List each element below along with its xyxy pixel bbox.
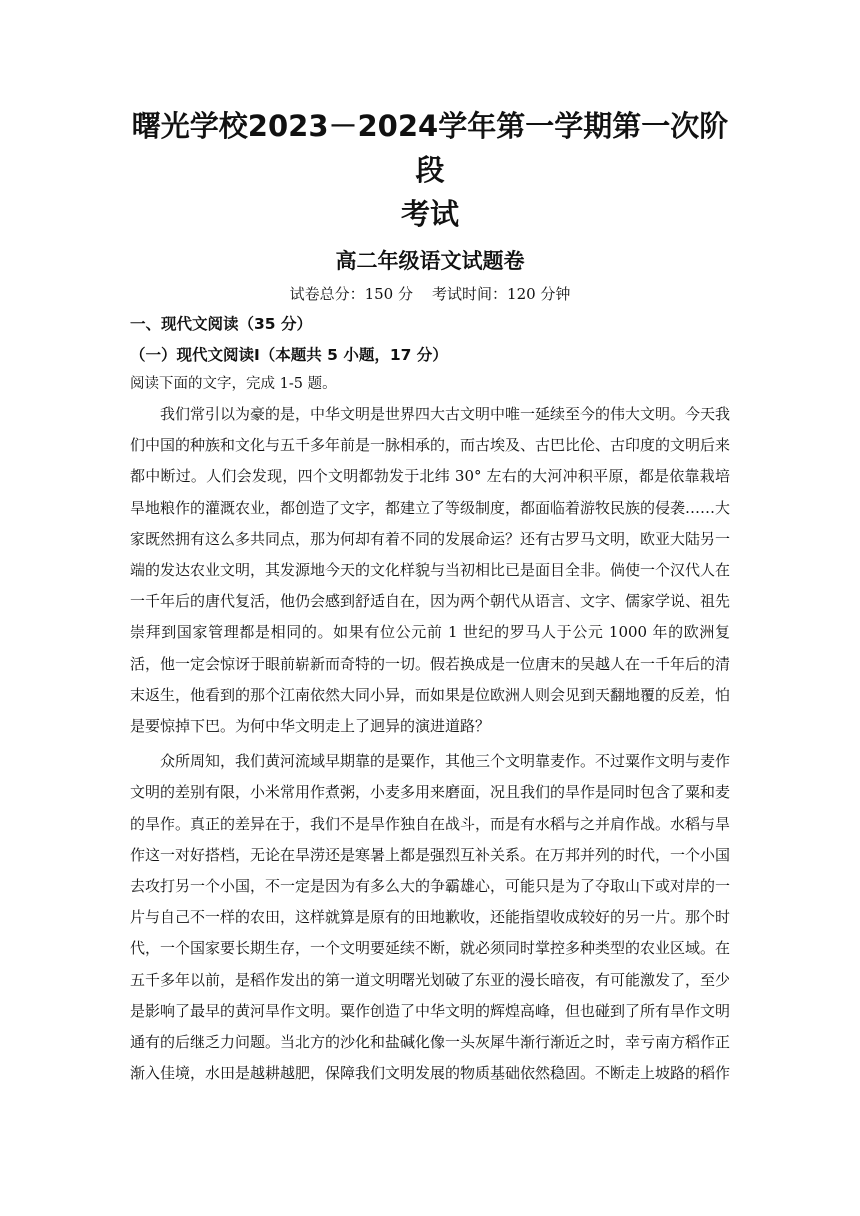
exam-title-line2: 考试 <box>400 197 459 231</box>
exam-title <box>130 104 730 236</box>
exam-page <box>130 104 730 1089</box>
section-heading: 一、现代文阅读（35 分） <box>130 315 312 333</box>
subsection-heading: （一）现代文阅读Ⅰ（本题共 5 小题，17 分） <box>130 346 448 364</box>
exam-meta: 试卷总分：150 分 考试时间：120 分钟 <box>289 285 571 303</box>
passage-paragraph-1: 我们常引以为豪的是，中华文明是世界四大古文明中唯一延续至今的伟大文明。今天我们中国的种族和文化与五千多年前是一脉相承的，而古埃及、古巴比伦、古印度的文明后来都中断过。人们会发现，四个文明都勃发于北纬 30° 左右的大河冲积平原，都是依靠栽培旱地粮作的灌溉农业，都创造了文字，都建立了等级制度，都面临着游牧民族的侵袭……大家既然拥有这么多共同点，那为何却有着不同的发展命运？还有古罗马文明，欧亚大陆另一端的发达农业文明，其发源地今天的文化样貌与当初相比已是面目全非。倘使一个汉代人在一千年后的唐代复活，他仍会感到舒适自在，因为两个朝代从语言、文字、儒家学说、祖先崇拜到国家管理都是相同的。如果有位公元前 1 世纪的罗马人于公元 1000 年的欧洲复活，他一定会惊讶于眼前崭新而奇特的一切。假若换成是一位唐末的吴越人在一千年后的清末返生，他看到的那个江南依然大同小异，而如果是位欧洲人则会见到天翻地覆的反差，怕是要惊掉下巴。为何中华文明走上了迥异的演进道路？ <box>130 405 731 736</box>
exam-title-line1: 曙光学校2023－2024学年第一学期第一次阶段 <box>131 109 729 187</box>
exam-subtitle: 高二年级语文试题卷 <box>335 249 525 273</box>
reading-instruction: 阅读下面的文字，完成 1-5 题。 <box>130 376 337 392</box>
passage-paragraph-2: 众所周知，我们黄河流域早期靠的是粟作，其他三个文明靠麦作。不过粟作文明与麦作文明的差别有限，小米常用作煮粥，小麦多用来磨面，况且我们的旱作是同时包含了粟和麦的旱作。真正的差异在于，我们不是旱作独自在战斗，而是有水稻与之并肩作战。水稻与旱作这一对好搭档，无论在旱涝还是寒暑上都是强烈互补关系。在万邦并列的时代，一个小国去攻打另一个小国，不一定是因为有多么大的争霸雄心，可能只是为了夺取山下或对岸的一片与自己不一样的农田，这样就算是原有的田地歉收，还能指望收成较好的另一片。那个时代，一个国家要长期生存，一个文明要延续不断，就必须同时掌控多种类型的农业区域。在五千多年以前，是稻作发出的第一道文明曙光划破了东亚的漫长暗夜，有可能激发了，至少是影响了最早的黄河旱作文明。粟作创造了中华文明的辉煌高峰，但也碰到了所有旱作文明通有的后继乏力问题。当北方的沙化和盐碱化像一头灰犀牛渐行渐近之时，幸亏南方稻作正渐入佳境，水田是越耕越肥，保障我们文明发展的物质基础依然稳固。不断走上坡路的稻作 <box>130 752 731 1083</box>
